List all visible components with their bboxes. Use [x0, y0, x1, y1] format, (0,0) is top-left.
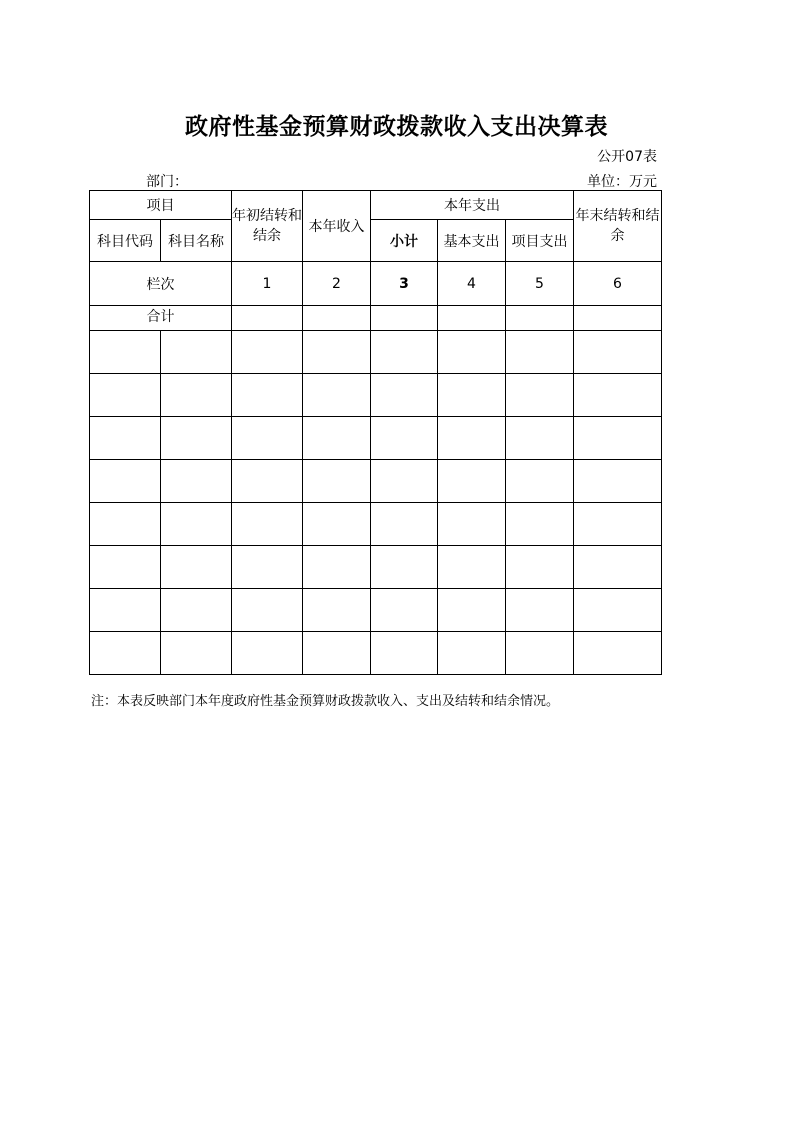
table-cell	[303, 417, 371, 460]
table-cell	[303, 331, 371, 374]
table-cell	[90, 589, 161, 632]
table-cell	[438, 632, 506, 675]
column-index-1: 1	[232, 262, 303, 306]
table-cell	[371, 503, 438, 546]
table-cell	[90, 417, 161, 460]
table-cell	[90, 503, 161, 546]
table-cell	[303, 503, 371, 546]
table-cell	[438, 589, 506, 632]
table-cell	[161, 503, 232, 546]
table-cell	[574, 503, 662, 546]
column-index-2: 2	[303, 262, 371, 306]
header-item: 项目	[90, 191, 232, 220]
table-cell	[232, 417, 303, 460]
table-cell	[371, 374, 438, 417]
table-cell	[161, 331, 232, 374]
column-index-6: 6	[574, 262, 662, 306]
table-cell	[574, 460, 662, 503]
header-subject-code: 科目代码	[90, 220, 161, 262]
table-cell	[161, 417, 232, 460]
table-cell	[232, 374, 303, 417]
table-cell	[506, 546, 574, 589]
header-annual-income: 本年收入	[303, 191, 371, 262]
table-cell	[303, 546, 371, 589]
table-cell	[161, 460, 232, 503]
total-cell	[574, 306, 662, 331]
table-cell	[506, 632, 574, 675]
table-cell	[90, 460, 161, 503]
table-cell	[506, 460, 574, 503]
table-cell	[506, 503, 574, 546]
table-row	[90, 460, 662, 503]
table-cell	[161, 374, 232, 417]
table-cell	[161, 589, 232, 632]
table-cell	[506, 374, 574, 417]
table-cell	[438, 331, 506, 374]
table-cell	[303, 460, 371, 503]
header-opening-balance: 年初结转和结余	[232, 191, 303, 262]
table-cell	[506, 331, 574, 374]
header-annual-expense: 本年支出	[371, 191, 574, 220]
table-cell	[574, 589, 662, 632]
table-row	[90, 331, 662, 374]
footnote: 注：本表反映部门本年度政府性基金预算财政拨款收入、支出及结转和结余情况。	[91, 694, 560, 709]
total-cell	[506, 306, 574, 331]
budget-table	[89, 190, 662, 675]
table-cell	[232, 632, 303, 675]
form-number: 公开07表	[597, 149, 657, 165]
table-cell	[90, 331, 161, 374]
table-cell	[232, 589, 303, 632]
table-cell	[371, 460, 438, 503]
department-label: 部门：	[146, 174, 188, 190]
table-cell	[90, 546, 161, 589]
table-row	[90, 374, 662, 417]
column-index-3: 3	[371, 262, 438, 306]
table-cell	[90, 374, 161, 417]
table-cell	[303, 632, 371, 675]
column-index-label: 栏次	[90, 262, 232, 306]
header-subject-name: 科目名称	[161, 220, 232, 262]
table-row	[90, 417, 662, 460]
table-cell	[90, 632, 161, 675]
header-closing-balance: 年末结转和结余	[574, 191, 662, 262]
table-cell	[371, 546, 438, 589]
table-cell	[574, 331, 662, 374]
total-cell	[438, 306, 506, 331]
table-row	[90, 503, 662, 546]
table-cell	[438, 417, 506, 460]
table-cell	[438, 460, 506, 503]
table-cell	[371, 632, 438, 675]
total-cell	[303, 306, 371, 331]
table-cell	[232, 546, 303, 589]
table-row	[90, 632, 662, 675]
table-cell	[506, 589, 574, 632]
table-cell	[574, 632, 662, 675]
table-cell	[574, 374, 662, 417]
table-row	[90, 589, 662, 632]
table-cell	[161, 546, 232, 589]
table-cell	[438, 503, 506, 546]
total-label: 合计	[90, 306, 232, 331]
page-title: 政府性基金预算财政拨款收入支出决算表	[185, 114, 608, 140]
table-cell	[438, 546, 506, 589]
table-cell	[371, 417, 438, 460]
table-cell	[371, 589, 438, 632]
table-cell	[574, 546, 662, 589]
table-cell	[232, 331, 303, 374]
table-cell	[232, 460, 303, 503]
table-cell	[303, 589, 371, 632]
table-cell	[303, 374, 371, 417]
table-cell	[506, 417, 574, 460]
header-project-expense: 项目支出	[506, 220, 574, 262]
table-cell	[371, 331, 438, 374]
table-cell	[438, 374, 506, 417]
column-index-4: 4	[438, 262, 506, 306]
total-cell	[232, 306, 303, 331]
header-subtotal: 小计	[371, 220, 438, 262]
header-basic-expense: 基本支出	[438, 220, 506, 262]
column-index-5: 5	[506, 262, 574, 306]
table-cell	[232, 503, 303, 546]
table-cell	[161, 632, 232, 675]
table-row	[90, 546, 662, 589]
total-cell	[371, 306, 438, 331]
table-cell	[574, 417, 662, 460]
unit-label: 单位：万元	[587, 174, 657, 190]
